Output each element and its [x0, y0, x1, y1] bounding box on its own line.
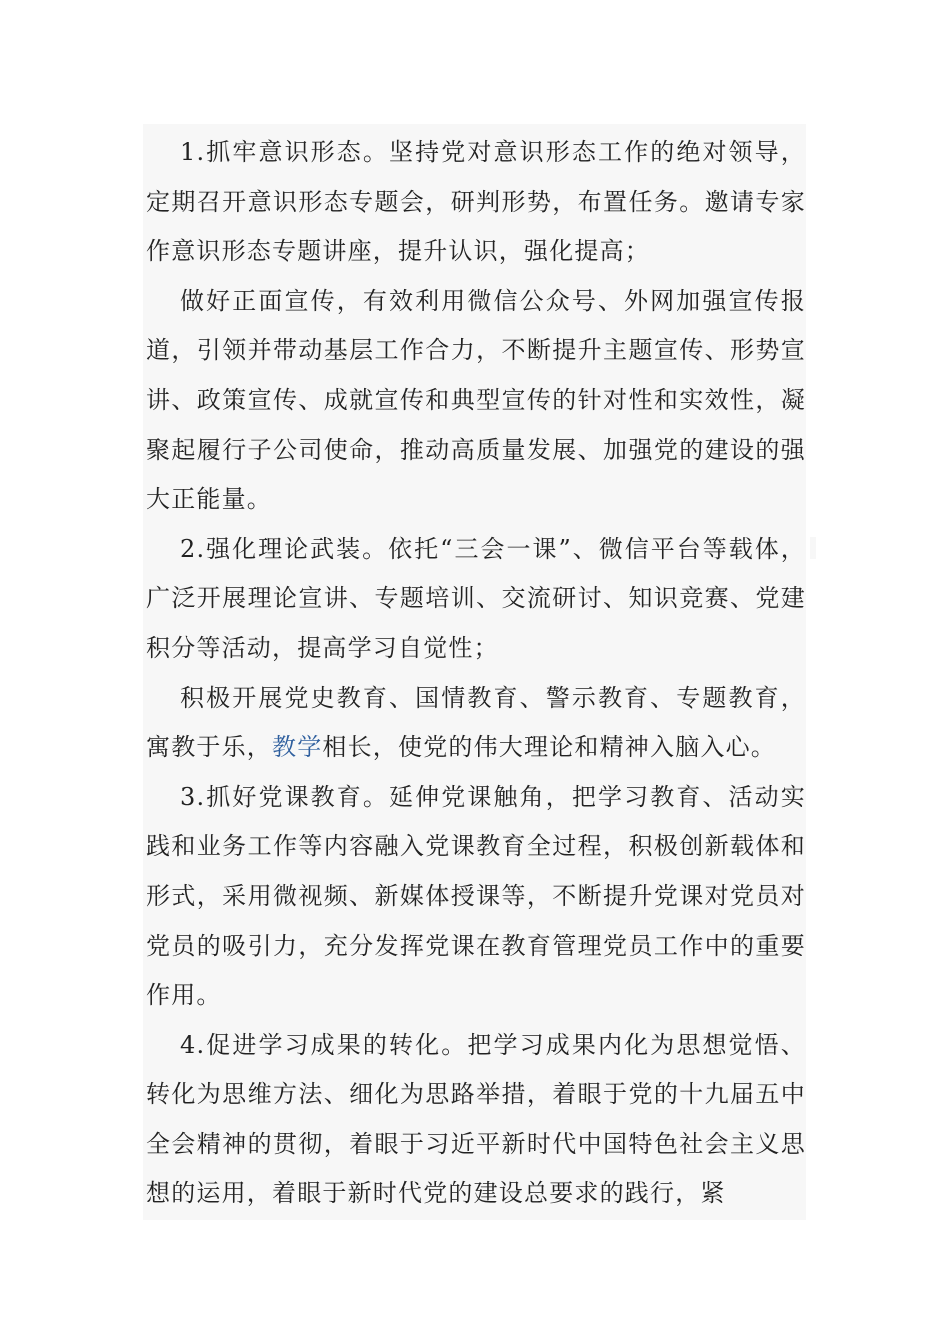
paragraph-4-after: 相长，使党的伟大理论和精神入脑入心。: [322, 733, 777, 762]
paragraph-5: 3.抓好党课教育。延伸党课触角，把学习教育、活动实践和业务工作等内容融入党课教育全过程，积极创新载体和形式，采用微视频、新媒体授课等，不断提升党课对党员对党员的吸引力，充分发挥党课在教育管理党员工作中的重要作用。: [146, 782, 806, 1010]
paragraph-6: 4.促进学习成果的转化。把学习成果内化为思想觉悟、转化为思维方法、细化为思路举措，着眼于党的十九届五中全会精神的贯彻，着眼于习近平新时代中国特色社会主义思想的运用，着眼于新时代党的建设总要求的践行，紧: [146, 1030, 806, 1208]
paragraph-4-before: 积极开展党史教育、国情教育、警示教育、专题教育，寓教于乐，: [146, 683, 806, 762]
text-block-edge: [810, 537, 816, 559]
paragraph-3: 2.强化理论武装。依托“三会一课”、微信平台等载体，广泛开展理论宣讲、专题培训、交流研讨、知识竞赛、党建积分等活动，提高学习自觉性；: [146, 534, 806, 662]
document-content: [146, 128, 806, 1219]
paragraph-2: 做好正面宣传，有效利用微信公众号、外网加强宣传报道，引领并带动基层工作合力，不断提升主题宣传、形势宣讲、政策宣传、成就宣传和典型宣传的针对性和实效性，凝聚起履行子公司使命，推动高质量发展、加强党的建设的强大正能量。: [146, 286, 806, 514]
paragraph-4: [146, 674, 806, 773]
teaching-link[interactable]: 教学: [272, 733, 323, 762]
paragraph-1: 1.抓牢意识形态。坚持党对意识形态工作的绝对领导，定期召开意识形态专题会，研判形势，布置任务。邀请专家作意识形态专题讲座，提升认识，强化提高；: [146, 138, 806, 266]
